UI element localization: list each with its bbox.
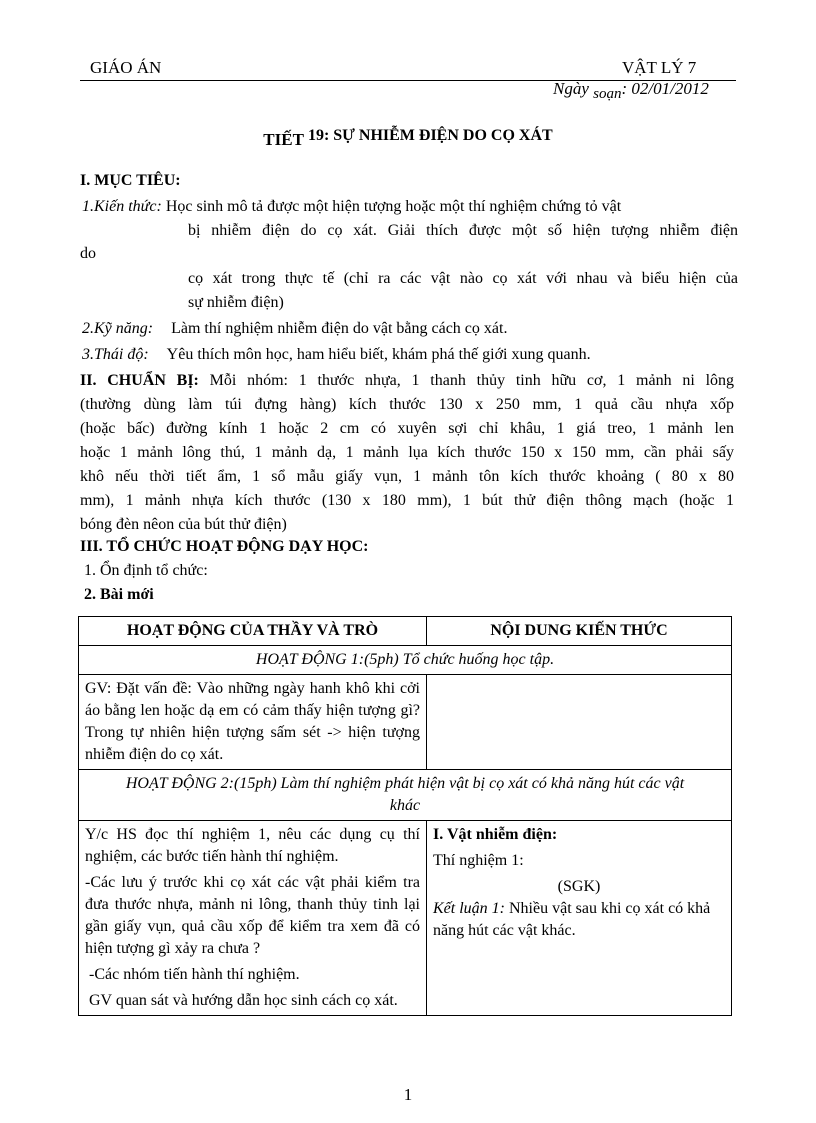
activity-1-teacher-cell: GV: Đặt vấn đề: Vào những ngày hanh khô khi cởi áo bằng len hoặc dạ em có cảm thấy hiện tượng gì? Trong tự nhiên hiện tượng sấm sét -> hiện tượng nhiễm điện do cọ xát. — [79, 675, 427, 770]
activity-1-title: HOẠT ĐỘNG 1:(5ph) Tổ chức huống học tập. — [79, 646, 732, 675]
preparation-line-7: bóng đèn nêon của bút thử điện) — [80, 516, 287, 533]
column-header-knowledge: NỘI DUNG KIẾN THỨC — [427, 617, 732, 646]
skills-line: 2.Kỹ năng: Làm thí nghiệm nhiễm điện do vật bằng cách cọ xát. — [82, 320, 508, 337]
activity-2-knowledge-cell — [427, 821, 732, 1016]
preparation-line-1: II. CHUẨN BỊ: Mỗi nhóm: 1 thước nhựa, 1 thanh thủy tinh hữu cơ, 1 mảnh ni lông — [80, 372, 735, 389]
table-row — [79, 675, 732, 770]
title-prefix: TIẾT — [263, 130, 304, 149]
attitude-label: 3.Thái độ: — [82, 346, 149, 363]
preparation-line-3: (hoặc bấc) đường kính 1 hoặc 2 cm có xuyên sợi chỉ khâu, 1 giá treo, 1 mảnh len — [80, 420, 734, 437]
lesson-title — [0, 125, 816, 149]
column-header-teacher-student: HOẠT ĐỘNG CỦA THẦY VÀ TRÒ — [79, 617, 427, 646]
conclusion-label: Kết luận 1: — [433, 900, 505, 917]
knowledge-label: 1.Kiến thức: — [82, 198, 162, 215]
activity-2-paragraph: -Các nhóm tiến hành thí nghiệm. — [89, 966, 300, 983]
section-preparation-heading: II. CHUẨN BỊ: — [80, 372, 199, 389]
title-text: 19: SỰ NHIỄM ĐIỆN DO CỌ XÁT — [307, 127, 553, 144]
activity-2-paragraph: Y/c HS đọc thí nghiệm 1, nêu các dụng cụ thí nghiệm, các bước tiến hành thí nghiệm. — [85, 826, 420, 865]
activity-item-1: 1. Ổn định tổ chức: — [84, 562, 208, 579]
knowledge-line-5: sự nhiễm điện) — [188, 294, 284, 311]
activity-2-paragraph: GV quan sát và hướng dẫn học sinh cách cọ xát. — [89, 992, 398, 1009]
table-row — [79, 821, 732, 1016]
activity-2-paragraph: -Các lưu ý trước khi cọ xát các vật phải kiểm tra đưa thước nhựa, mảnh ni lông, thanh thủy tinh lại gần giấy vụn, quả cầu xốp để kiểm tra xem đã có hiện tượng gì xảy ra chưa ? — [85, 874, 420, 957]
activity-2-title: HOẠT ĐỘNG 2:(15ph) Làm thí nghiệm phát hiện vật bị cọ xát có khả năng hút các vật khác — [79, 770, 732, 821]
preparation-line-2: (thường dùng làm túi đựng hàng) kích thước 130 x 250 mm, 1 quả cầu nhựa xốp — [80, 396, 734, 413]
knowledge-heading: I. Vật nhiễm điện: — [433, 826, 558, 843]
knowledge-line-1: 1.Kiến thức: Học sinh mô tả được một hiện tượng hoặc một thí nghiệm chứng tỏ vật — [82, 198, 622, 215]
table-header-row — [79, 617, 732, 646]
activity-2-teacher-cell — [79, 821, 427, 1016]
preparation-line-4: hoặc 1 mảnh lông thú, 1 mảnh dạ, 1 mảnh lụa kích thước 150 x 150 mm, cần phải sấy — [80, 444, 734, 461]
knowledge-line-4: cọ xát trong thực tế (chỉ ra các vật nào cọ xát với nhau và biểu hiện của — [188, 270, 738, 287]
knowledge-line-3: do — [80, 245, 96, 262]
conclusion: Kết luận 1: Nhiều vật sau khi cọ xát có khả năng hút các vật khác. — [433, 900, 711, 939]
table-row — [79, 646, 732, 675]
date-label: Ngày — [553, 79, 589, 98]
table-row — [79, 770, 732, 821]
page-number: 1 — [403, 1085, 413, 1104]
skills-label: 2.Kỹ năng: — [82, 320, 154, 337]
header-subject-label: GIÁO ÁN — [90, 58, 162, 77]
activity-1-knowledge-cell — [427, 675, 732, 770]
date-sub-label: soạn — [593, 86, 622, 102]
date-value: : 02/01/2012 — [621, 79, 709, 98]
prepared-date — [553, 79, 709, 102]
knowledge-line-2: bị nhiễm điện do cọ xát. Giải thích được một số hiện tượng nhiễm điện — [188, 222, 738, 239]
section-activities-heading: III. TỔ CHỨC HOẠT ĐỘNG DẠY HỌC: — [80, 538, 369, 555]
activity-item-2: 2. Bài mới — [84, 586, 154, 603]
sgk-reference: (SGK) — [557, 878, 601, 895]
preparation-line-6: mm), 1 mảnh nhựa kích thước (130 x 180 mm), 1 bút thử điện thông mạch (hoặc 1 — [80, 492, 734, 509]
lesson-plan-table — [78, 616, 732, 1016]
experiment-label: Thí nghiệm 1: — [433, 852, 524, 869]
header-course-label: VẬT LÝ 7 — [622, 58, 697, 77]
attitude-line: 3.Thái độ: Yêu thích môn học, ham hiểu biết, khám phá thế giới xung quanh. — [82, 346, 591, 363]
section-objectives-heading: I. MỤC TIÊU: — [80, 172, 181, 189]
preparation-line-5: khô nếu thời tiết ẩm, 1 sổ mẫu giấy vụn, 1 mảnh tôn kích thước khoảng ( 80 x 80 — [80, 468, 734, 485]
